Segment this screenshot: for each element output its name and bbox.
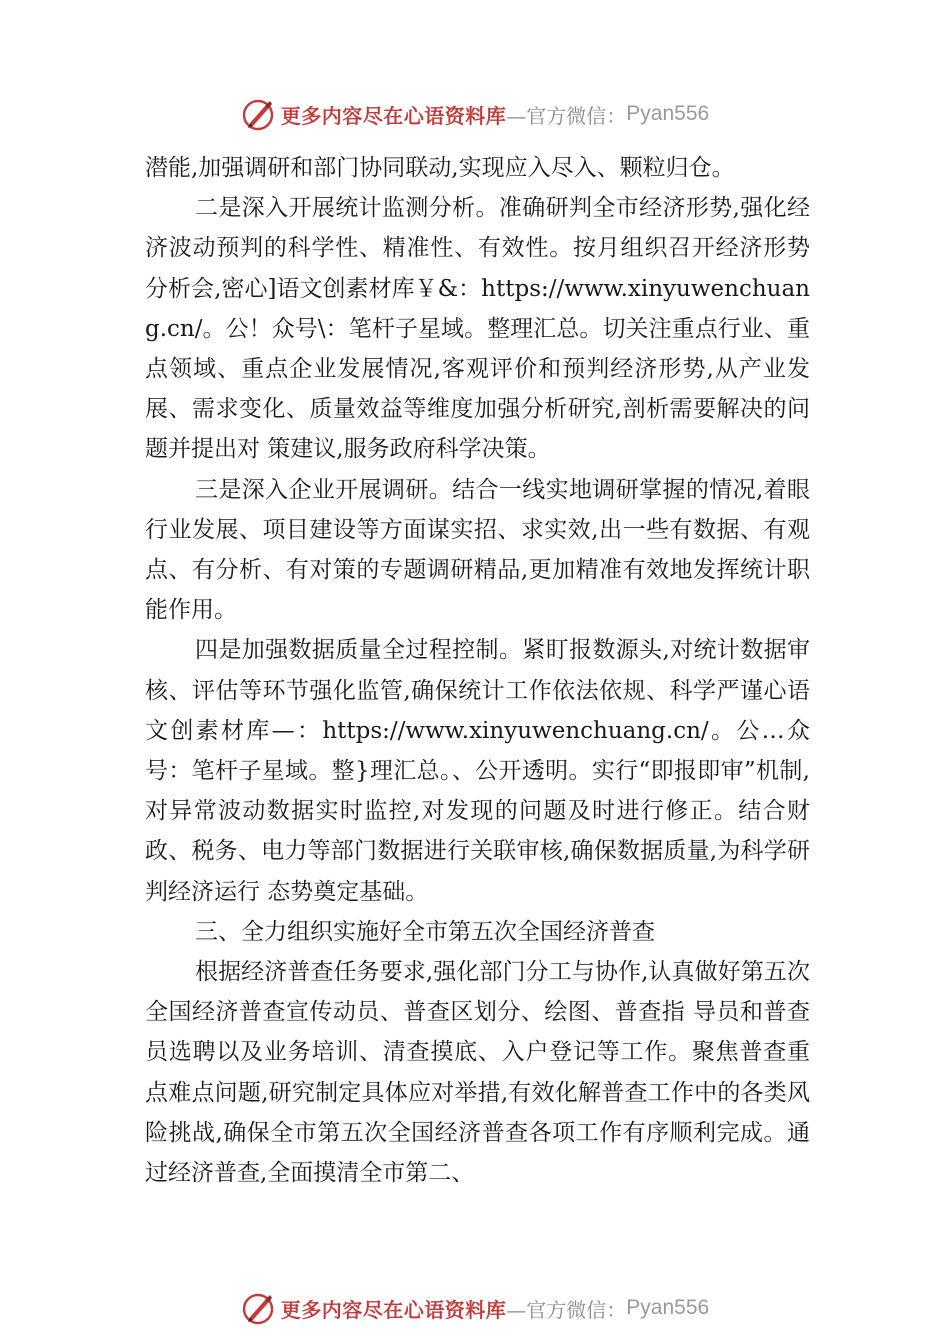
paragraph-1: 潜能,加强调研和部门协同联动,实现应入尽入、颗粒归仓。 <box>145 155 735 181</box>
header-banner <box>0 94 950 134</box>
header-wechat-id: Pyan556 <box>626 102 710 125</box>
paragraph-4: 四是加强数据质量全过程控制。紧盯报数源头,对统计数据审核、评估等环节强化监管,确保统计工作依法依规、科学严谨心语文创素材库—：https://www.xinyuwenchuang.cn/。公…众号：笔杆子星域。整}理汇总。、公开透明。实行“即报即审”机制,对异常波动数据实时监控,对发现的问题及时进行修正。结合财政、税务、电力等部门数据进行关联审核,确保数据质量,为科学研判经济运行 态势奠定基础。 <box>145 637 810 905</box>
footer-banner <box>0 1288 950 1328</box>
footer-wechat-id: Pyan556 <box>626 1296 710 1319</box>
footer-contact-label: —官方微信： <box>506 1297 627 1322</box>
paragraph-5: 根据经济普查任务要求,强化部门分工与协作,认真做好第五次全国经济普查宣传动员、普查区划分、绘图、普查指 导员和普查员选聘以及业务培训、清查摸底、入户登记等工作。聚焦普查重点难点问题,研究制定具体应对举措,有效化解普查工作中的各类风险挑战,确保全市第五次全国经济普查各项工作有序顺利完成。通过经济普查,全面摸清全市第二、 <box>145 959 810 1187</box>
document-body <box>145 148 810 1193</box>
pen-logo-icon <box>241 97 275 131</box>
footer-brand: 更多内容尽在心语资料库 <box>280 1297 507 1322</box>
header-brand: 更多内容尽在心语资料库 <box>280 103 507 128</box>
paragraph-2: 二是深入开展统计监测分析。准确研判全市经济形势,强化经济波动预判的科学性、精准性、有效性。按月组织召开经济形势分析会,密心]语文创素材库￥&：https://www.xinyuwenchuang.cn/。公！众号\：笔杆子星域。整理汇总。切关注重点行业、重点领域、重点企业发展情况,客观评价和预判经济形势,从产业发展、需求变化、质量效益等维度加强分析研究,剖析需要解决的问题并提出对 策建议,服务政府科学决策。 <box>145 195 810 463</box>
section-heading: 三、全力组织实施好全市第五次全国经济普查 <box>195 918 655 945</box>
pen-logo-icon <box>241 1291 275 1325</box>
paragraph-3: 三是深入企业开展调研。结合一线实地调研掌握的情况,着眼行业发展、项目建设等方面谋实招、求实效,出一些有数据、有观点、有分析、有对策的专题调研精品,更加精准有效地发挥统计职能作用。 <box>145 476 810 624</box>
header-contact-label: —官方微信： <box>506 103 627 128</box>
